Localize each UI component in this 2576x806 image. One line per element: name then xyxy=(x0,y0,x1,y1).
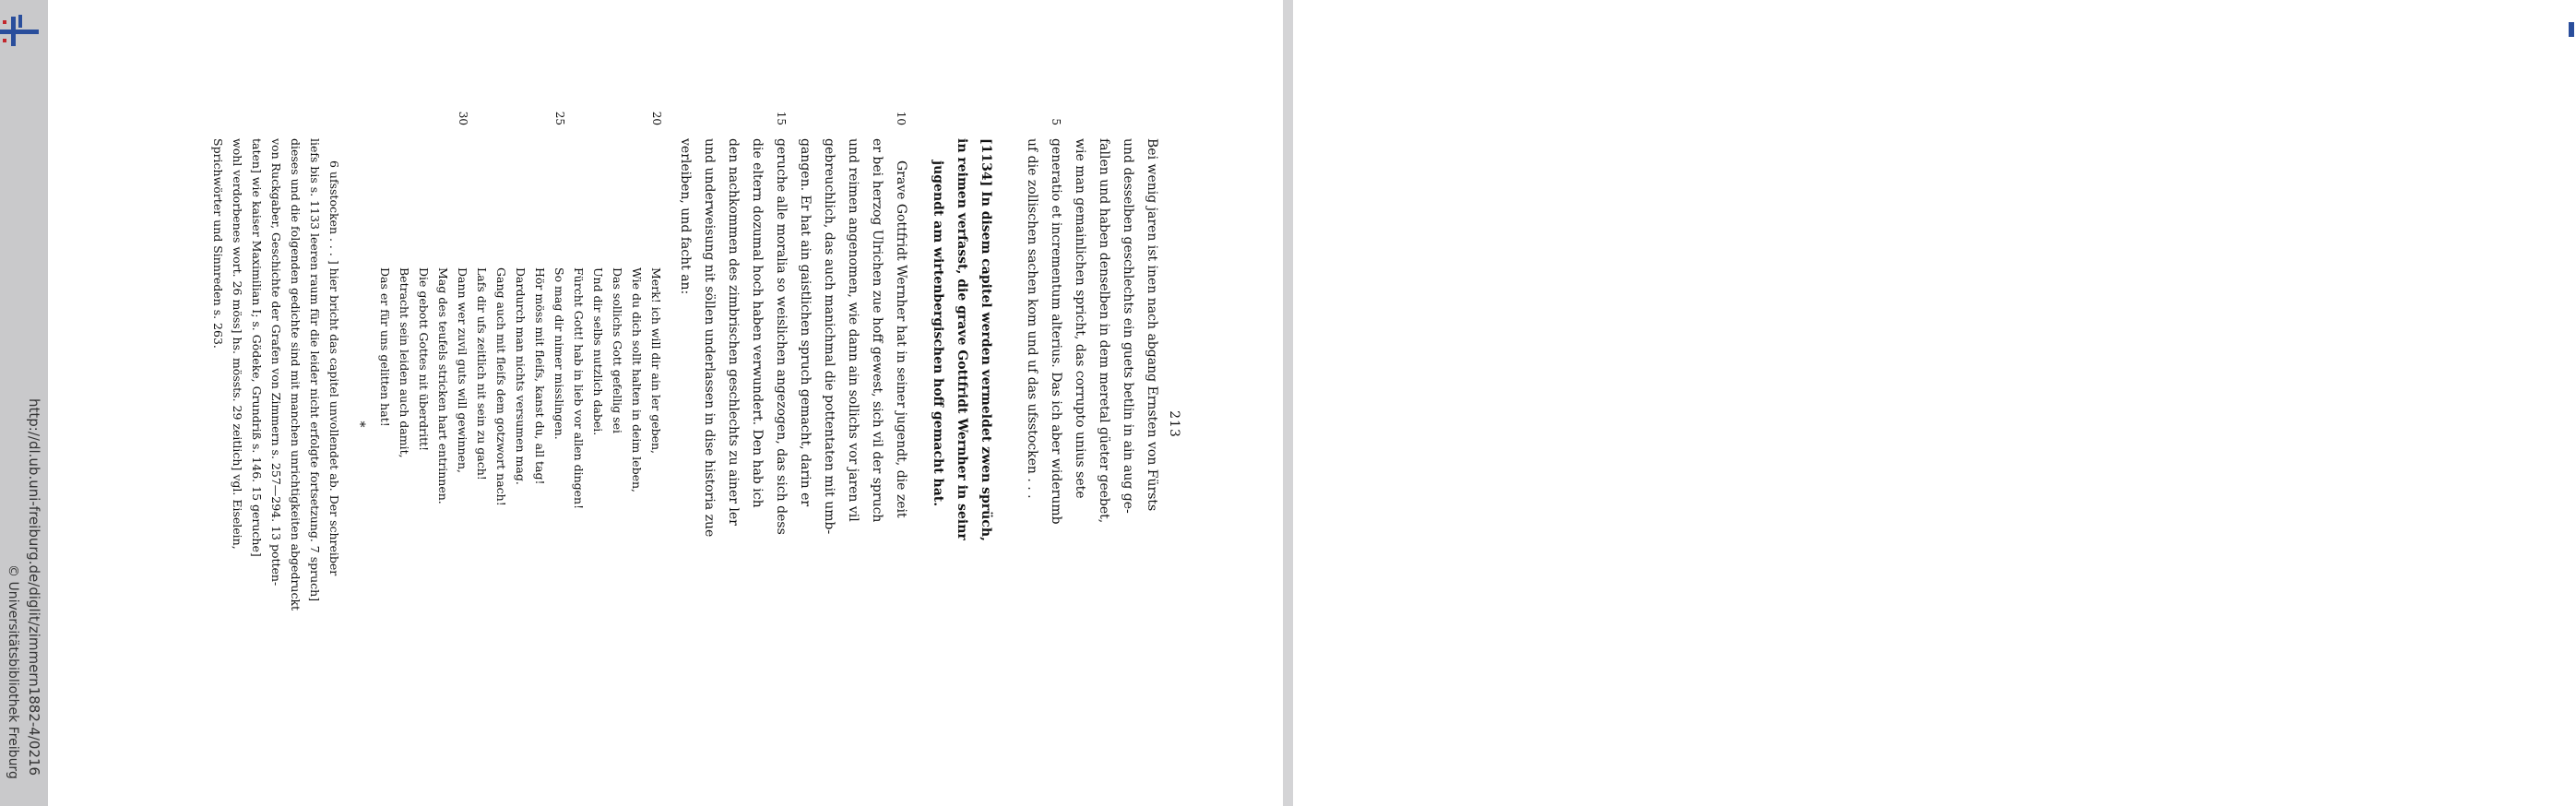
text-line: 5 generatio et incrementum alterius. Das ich aber widerumb xyxy=(1044,138,1068,710)
footnote-line: 6 ufsstocken . . . ] hier bricht das capitel unvollendet ab. Der schreiber xyxy=(327,160,341,576)
copyright-notice: © Universitätsbibliothek Freiburg xyxy=(6,564,20,779)
footnote-line: taten] wie kaiser Maximilian I; s. Gödeke, Grundriß s. 146. 15 geruche] xyxy=(250,138,264,557)
footnote-line: von Ruckgaber, Geschichte der Grafen von Zimmern s. 257—294. 13 potten- xyxy=(269,138,283,587)
text-line: 15 geruche alle moralia so weislichen angezogen, das sich dess xyxy=(769,138,793,710)
line-number: 20 xyxy=(650,111,663,125)
poem-line: Die gebott Gottes nit überdritt! xyxy=(417,267,431,452)
freiburg-logo-icon xyxy=(0,11,41,48)
poem-line: Gang auch mit fleifs dem gotzwort nach! xyxy=(494,267,508,506)
text-line: Bei wenig jaren ist inen nach abgang Ernsten von Fürsts xyxy=(1145,138,1159,512)
text-line: den nachkommen des zimbrischen geschlechts zu ainer ler xyxy=(726,138,741,526)
right-sidebar xyxy=(1283,0,1293,806)
text-line: uf die zollischen sachen kom und uf das ufsstocken . . . xyxy=(1025,138,1039,499)
page-number: 213 xyxy=(1167,410,1181,438)
poem-line: Mag des teufels stricken hart entrinnen. xyxy=(436,267,450,504)
poem-line: Dardurch man nichts versumen mag. xyxy=(514,267,528,485)
text-line: gangen. Er hat ain gaistlichen spruch gemacht, darin er xyxy=(798,138,813,507)
line-number: 30 xyxy=(457,111,469,125)
text-line: und reimen angenomen, wie dann ain sollichs vor jaren vil xyxy=(846,138,861,522)
line-number: 5 xyxy=(1050,118,1062,125)
text-line: wie man gemainlichen spricht, das corrupto unius sete xyxy=(1073,138,1087,499)
footnote-line: dieses und die folgenden gedichte sind mit manchen unrichtigkeiten abgedruckt xyxy=(289,138,303,611)
line-number: 10 xyxy=(895,111,908,125)
poem-line: 20 Merk! ich will dir ain ler geben, xyxy=(647,267,666,710)
freiburg-logo-fragment-icon xyxy=(2567,18,2576,41)
footnote-line: Sprichwörter und Sinnreden s. 263. xyxy=(211,138,225,349)
opening-paragraph xyxy=(1020,118,1164,710)
text-line: verleiben, und facht an: xyxy=(678,138,693,295)
text-line: die eltern dozumal hoch haben verwundert. Den hab ich xyxy=(750,138,765,508)
heading-line: in reimen verfasst, die grave Gottfridt Wernher in seinr xyxy=(955,138,969,540)
poem-line: Fürcht Gott! hab in lieb vor allen dingen! xyxy=(572,267,586,510)
chapter-heading xyxy=(926,138,998,710)
poem-line: Das er für uns gelitten hat! xyxy=(378,267,392,427)
poem-line: Hör möss mit fleifs, kanst du, all tag! xyxy=(533,267,547,485)
text-line: und underweisung nit söllen underlassen in dise historia zue xyxy=(702,138,717,538)
footnotes xyxy=(208,138,344,710)
text-line: 10 Grave Gottfridt Wernher hat in seiner jugendt, die zeit xyxy=(889,138,913,710)
scanned-book-page xyxy=(208,111,1181,710)
footnote-line: wohl verdorbenes wort. 26 möss] hs. mössts. 29 zeitlich] vgl. Eiselein, xyxy=(231,138,244,550)
line-number: 15 xyxy=(775,111,788,125)
poem-line: Das sollichs Gott gefellig sei xyxy=(611,267,624,433)
text-line: er bei herzog Ulrichen zue hoff gewest, sich vil der spruch xyxy=(870,138,884,523)
text-line: fallen und haben denselben in dem meretal güeter geebet, xyxy=(1097,138,1111,524)
poem xyxy=(375,111,666,710)
poem-line: Wie du dich sollt halten in deim leben, xyxy=(630,267,644,492)
poem-line: Betracht sein leiden auch damit, xyxy=(398,267,411,458)
poem-line: 25 So mag dir nimer misslingen. xyxy=(550,267,569,710)
text-line: gebreuchlich, das auch manichmal die pottentaten mit umb- xyxy=(822,138,837,535)
poem-line: Und dir selbs nutzlich dabei. xyxy=(591,267,605,436)
section-asterisk: * xyxy=(352,421,367,428)
poem-line: Lafs dir ufs zeitlich nit sein zu gach! xyxy=(475,267,489,480)
heading-line: jugendt am wirtenbergischen hoff gemacht hat. xyxy=(931,160,945,507)
footnote-line: liefs bis s. 1133 leeren raum für die leider nicht erfolgte fortsetzung. 7 spruch] xyxy=(308,138,322,602)
chapter-body xyxy=(673,111,913,710)
heading-line: [1134] In disem capitel werden vermeldet zwen sprüch, xyxy=(979,138,993,541)
source-url: http://dl.ub.uni-freiburg.de/diglit/zimmern1882-4/0216 xyxy=(26,398,42,776)
text-line: und desselben geschlechts ein guets betlin in ain aug ge- xyxy=(1121,138,1135,514)
poem-line: 30 Dann wer zuvil guts will gewinnen, xyxy=(453,267,472,710)
left-sidebar xyxy=(0,0,48,806)
line-number: 25 xyxy=(553,111,566,125)
